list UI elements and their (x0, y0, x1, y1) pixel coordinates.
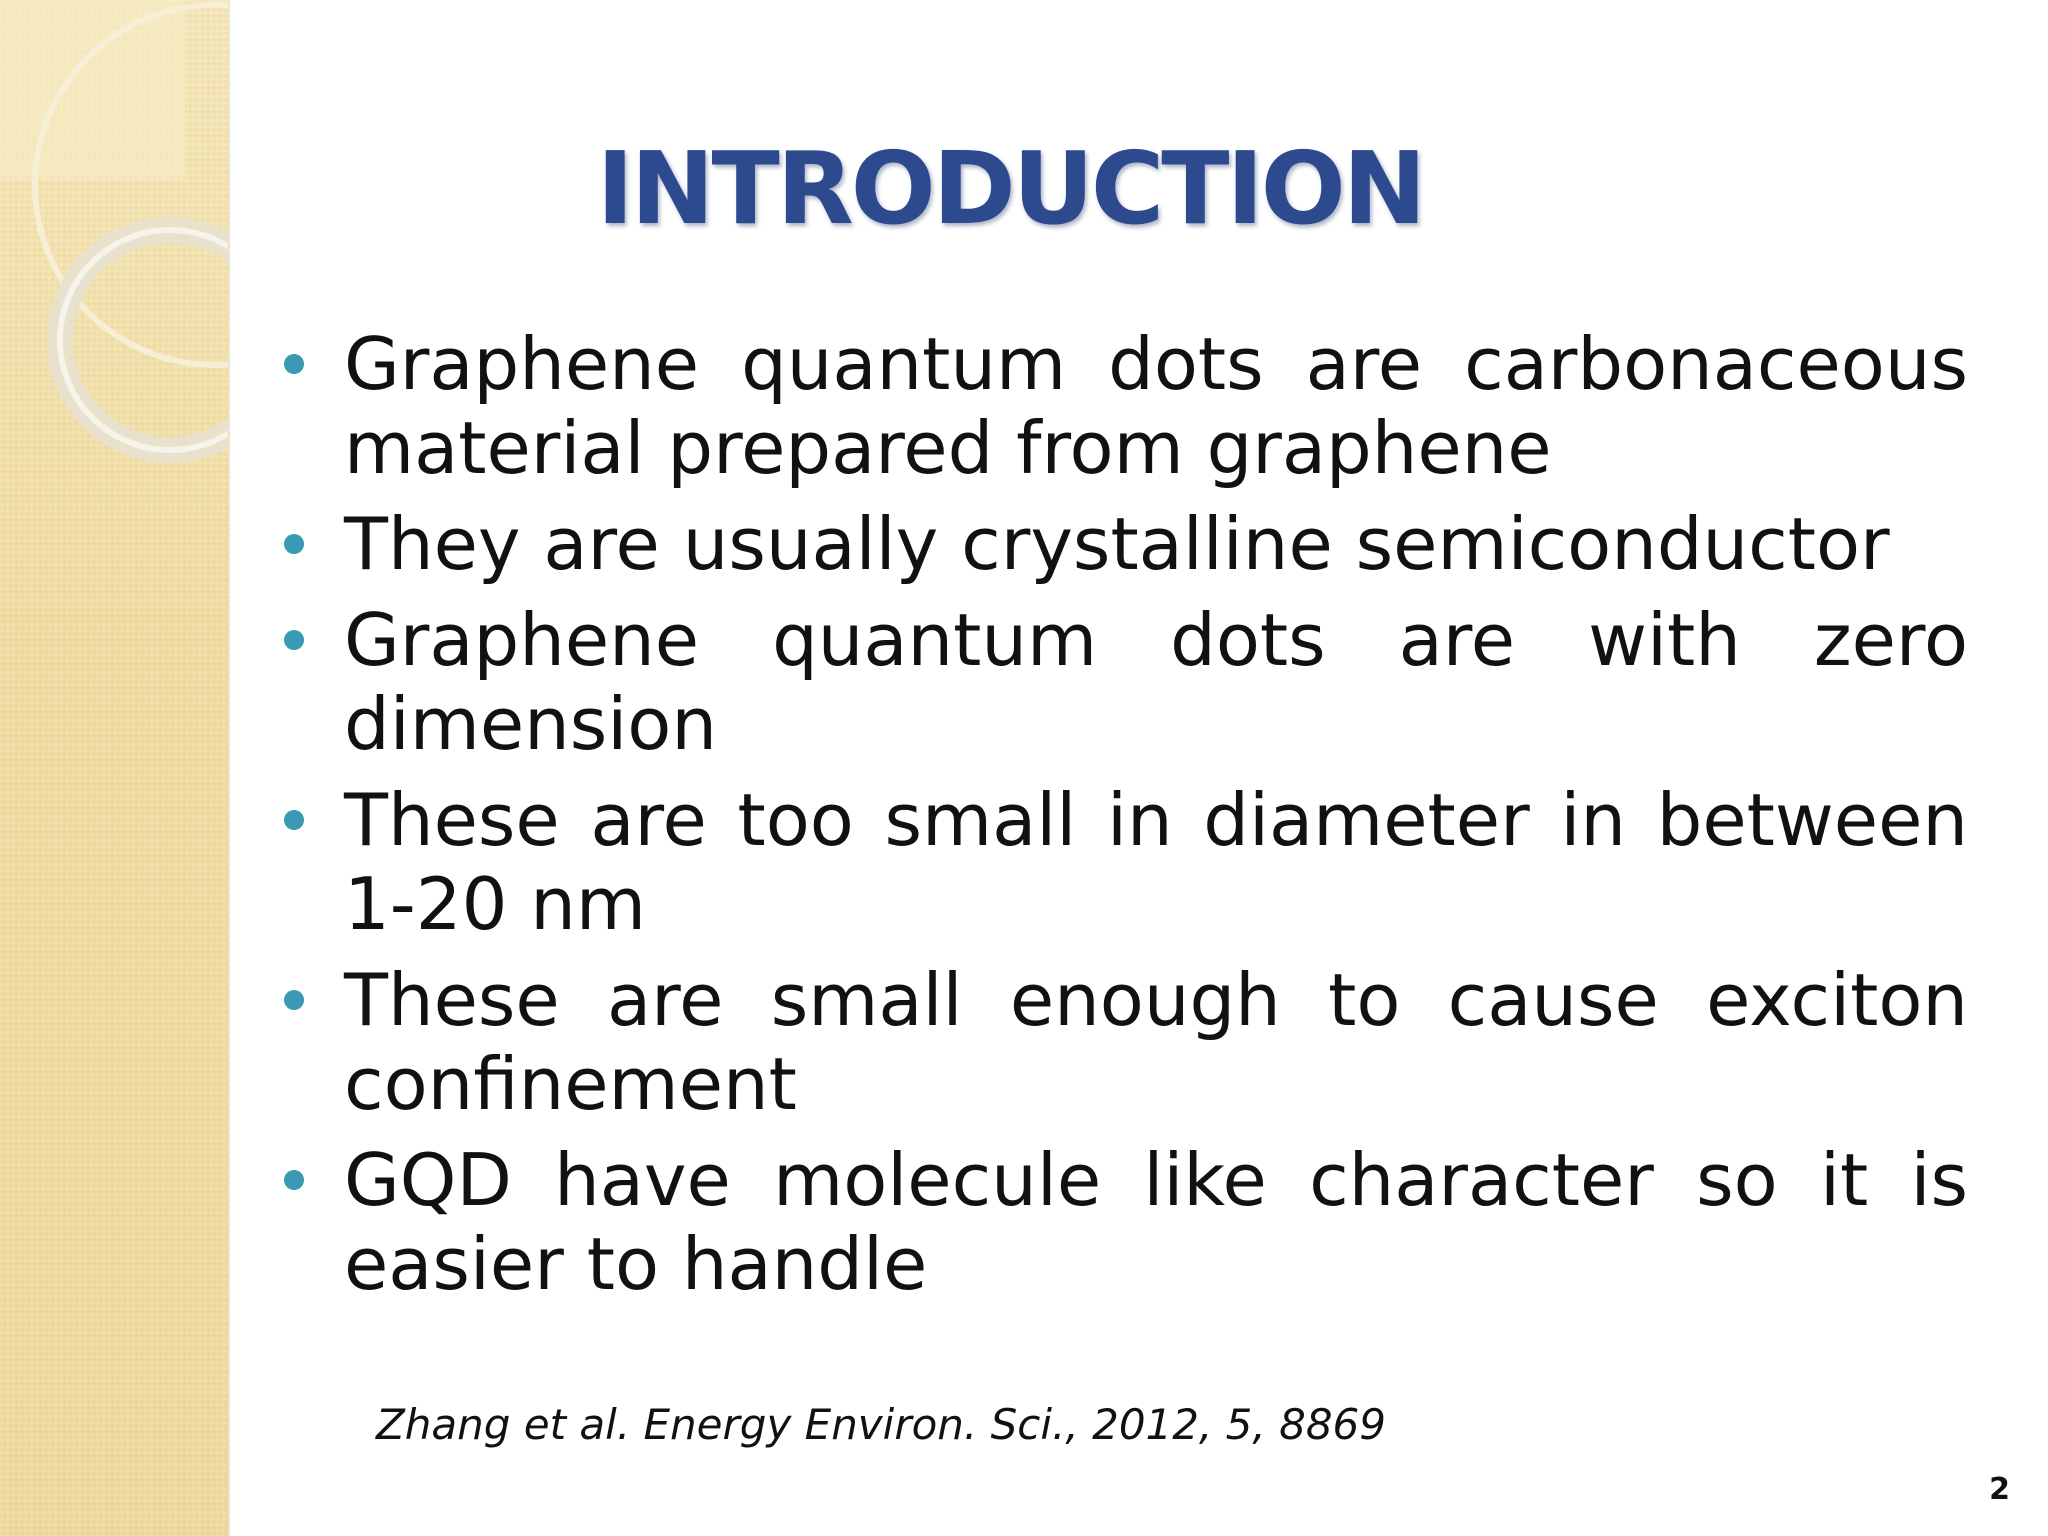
bullet-item (280, 958, 1968, 1126)
bullet-dot-icon (284, 534, 304, 554)
bullet-dot-icon (284, 1170, 304, 1190)
bullet-item (280, 1138, 1968, 1306)
bullet-text: These are small enough to cause exciton confinement (344, 958, 1968, 1126)
bullet-dot-icon (284, 990, 304, 1010)
bullet-dot-icon (284, 630, 304, 650)
bullet-item (280, 598, 1968, 766)
decorative-rings-graphic (0, 0, 228, 1536)
page-number: 2 (1989, 1472, 2010, 1507)
bullet-dot-icon (284, 354, 304, 374)
bullet-item (280, 778, 1968, 946)
bullet-text: Graphene quantum dots are with zero dimension (344, 598, 1968, 766)
bullet-dot-icon (284, 810, 304, 830)
bullet-item (280, 502, 1968, 586)
bullet-text: Graphene quantum dots are carbonaceous material prepared from graphene (344, 322, 1968, 490)
bullet-list (280, 322, 1968, 1318)
bullet-text: These are too small in diameter in between 1-20 nm (344, 778, 1968, 946)
bullet-item (280, 322, 1968, 490)
slide-title: INTRODUCTION (596, 130, 1424, 247)
citation-reference: Zhang et al. Energy Environ. Sci., 2012, 5, 8869 (376, 1400, 1386, 1449)
bullet-text: They are usually crystalline semiconductor (344, 502, 1890, 586)
bullet-text: GQD have molecule like character so it is easier to handle (344, 1138, 1968, 1306)
decorative-side-panel (0, 0, 230, 1536)
